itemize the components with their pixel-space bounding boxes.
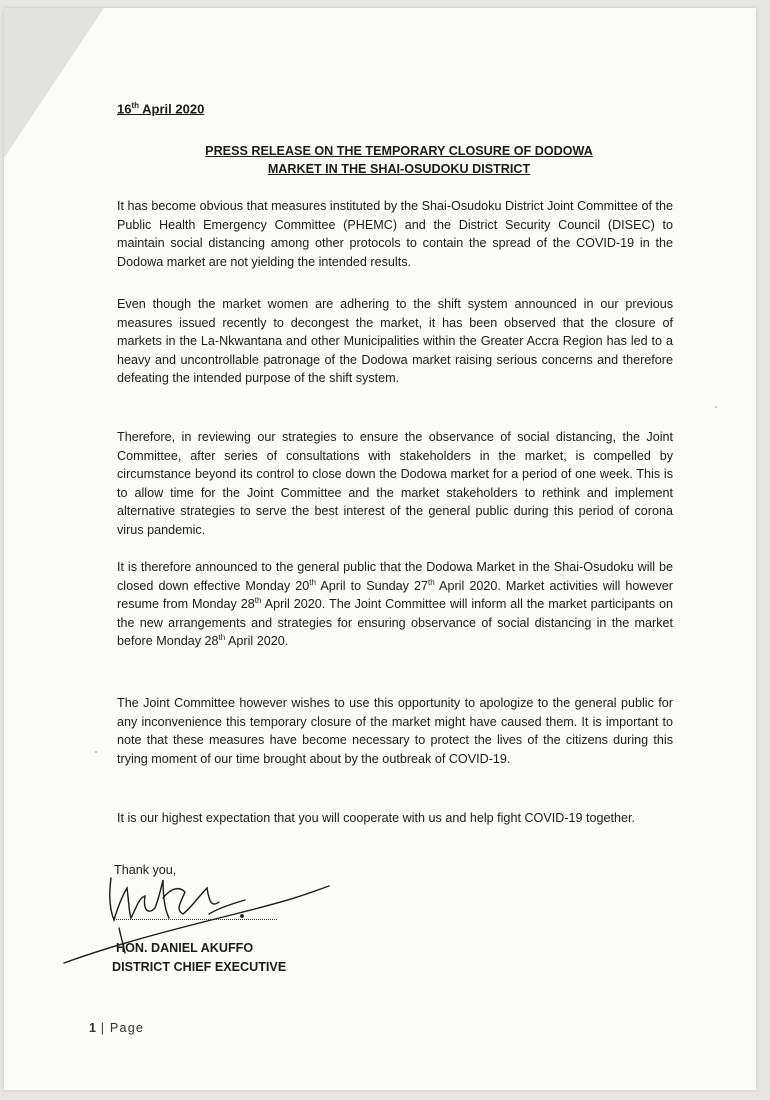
paper-speck — [95, 751, 97, 753]
release-date: 16th April 2020 — [117, 101, 205, 117]
signer-title: DISTRICT CHIEF EXECUTIVE — [112, 960, 287, 974]
paragraph-5: The Joint Committee however wishes to use this opportunity to apologize to the general public for any inconvenience this temporary closure of the market might have caused them. It is important to note that these measures have become necessary to protect the lives of the citizens during this trying moment of our time brought about by the outbreak of COVID-19. — [117, 696, 673, 766]
press-release-title — [154, 142, 644, 178]
paper-speck — [715, 406, 717, 408]
title-line-2: MARKET IN THE SHAI-OSUDOKU DISTRICT — [267, 162, 531, 176]
document-page — [4, 8, 756, 1090]
title-line-1: PRESS RELEASE ON THE TEMPORARY CLOSURE OF DODOWA — [205, 144, 593, 158]
paragraph-3: Therefore, in reviewing our strategies to ensure the observance of social distancing, the Joint Committee, after series of consultations with stakeholders in the market, is compelled by circumstance beyond its control to close down the Dodowa market for a period of one week. This is to allow time for the Joint Committee and the market stakeholders to rethink and implement alternative strategies to serve the best interest of the general public during this period of corona virus pandemic. — [117, 430, 673, 537]
closing-line: Thank you, — [114, 863, 177, 877]
paragraph-1: It has become obvious that measures instituted by the Shai-Osudoku District Joint Committee of the Public Health Emergency Committee (PHEMC) and the District Security Council (DISEC) to maintain social distancing among other protocols to contain the spread of the COVID-19 in the Dodowa market are not yielding the intended results. — [117, 199, 673, 269]
paragraph-4: It is therefore announced to the general public that the Dodowa Market in the Shai-Osudoku will be closed down effective Monday 20th April to Sunday 27th April 2020. Market activities will however resume from Monday 28th April 2020. The Joint Committee will inform all the market participants on the new arrangements and strategies for ensuring observance of social distancing in the market before Monday 28th April 2020. — [117, 560, 673, 648]
signer-name: HON. DANIEL AKUFFO — [116, 941, 254, 955]
paragraph-6: It is our highest expectation that you will cooperate with us and help fight COVID-19 together. — [117, 811, 636, 825]
page-footer: 1 | Page — [89, 1021, 145, 1035]
folded-corner — [4, 8, 104, 158]
signature-line — [114, 919, 277, 920]
paragraph-2: Even though the market women are adhering to the shift system announced in our previous measures issued recently to decongest the market, it has been observed that the closure of markets in the La-Nkwantana and other Municipalities within the Greater Accra Region has led to a heavy and uncontrollable patronage of the Dodowa market raising serious concerns and therefore defeating the intended purpose of the shift system. — [117, 297, 673, 385]
